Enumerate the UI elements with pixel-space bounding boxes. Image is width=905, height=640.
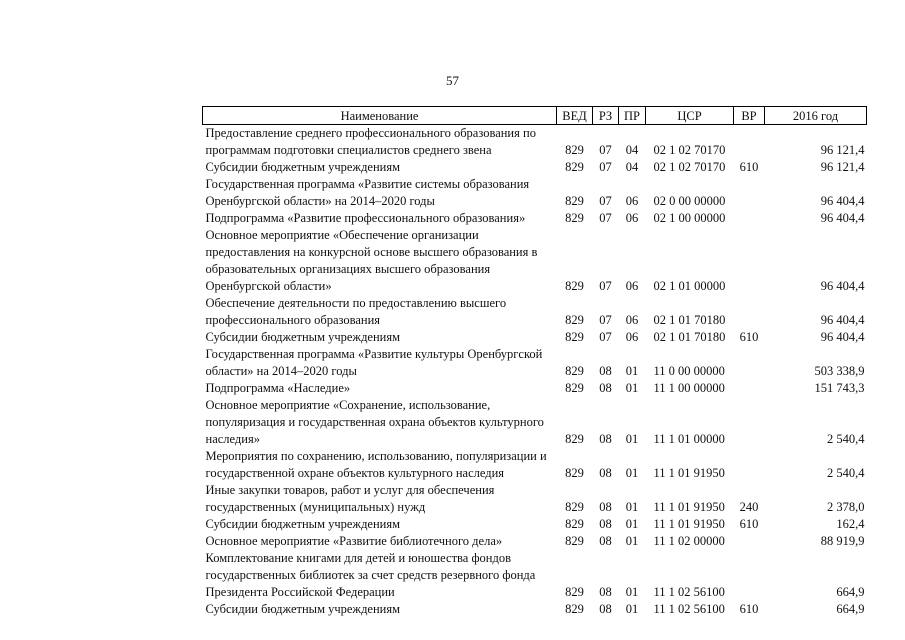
row-amount: 664,9 [836, 602, 865, 616]
row-csr: 02 1 01 70180 [653, 313, 726, 327]
row-amount: 96 404,4 [820, 194, 865, 208]
row-csr: 02 1 02 70170 [653, 143, 726, 157]
row-pr: 01 [625, 466, 639, 480]
table-row [203, 397, 867, 448]
row-csr: 11 1 00 00000 [653, 381, 725, 395]
row-name: Субсидии бюджетным учреждениям [205, 517, 401, 531]
row-rz: 08 [599, 432, 612, 446]
table-row [203, 176, 867, 210]
table-row [203, 346, 867, 380]
table-row [203, 448, 867, 482]
row-amount: 2 540,4 [827, 466, 865, 480]
row-csr: 02 1 02 70170 [653, 160, 726, 174]
row-ved: 829 [565, 194, 584, 208]
row-csr: 11 1 01 91950 [653, 466, 725, 480]
row-csr: 02 1 00 00000 [653, 211, 726, 225]
row-ved: 829 [565, 160, 584, 174]
header-year: 2016 год [765, 107, 867, 125]
row-name: Предоставление среднего профессионального образования по программам подготовки специалистов среднего звена [205, 126, 536, 157]
row-amount: 2 378,0 [827, 500, 865, 514]
header-name: Наименование [203, 107, 557, 125]
row-ved: 829 [565, 211, 584, 225]
row-vr [734, 227, 765, 295]
row-rz: 08 [599, 585, 612, 599]
row-vr [734, 448, 765, 482]
row-amount: 96 121,4 [820, 160, 865, 174]
row-ved: 829 [565, 585, 584, 599]
row-pr: 06 [625, 330, 639, 344]
row-name: Обеспечение деятельности по предоставлению высшего профессионального образования [205, 296, 507, 327]
row-name: Субсидии бюджетным учреждениям [205, 602, 401, 616]
row-ved: 829 [565, 534, 584, 548]
row-vr [734, 533, 765, 550]
row-rz: 08 [599, 381, 612, 395]
table-row [203, 601, 867, 618]
row-csr: 11 1 01 00000 [653, 432, 725, 446]
table-row [203, 516, 867, 533]
row-ved: 829 [565, 517, 584, 531]
row-amount: 88 919,9 [820, 534, 865, 548]
row-rz: 07 [599, 143, 612, 157]
row-csr: 11 1 02 56100 [653, 585, 725, 599]
row-vr: 610 [739, 602, 759, 616]
row-csr: 02 1 01 70180 [653, 330, 726, 344]
row-pr: 04 [625, 160, 639, 174]
row-vr [734, 550, 765, 601]
table-row [203, 329, 867, 346]
row-amount: 2 540,4 [827, 432, 865, 446]
row-pr: 06 [625, 194, 639, 208]
row-rz: 07 [599, 194, 612, 208]
header-ved: ВЕД [557, 107, 593, 125]
header-vr: ВР [734, 107, 765, 125]
row-ved: 829 [565, 381, 584, 395]
row-vr [734, 210, 765, 227]
row-name: Иные закупки товаров, работ и услуг для обеспечения государственных (муниципальных) нужд [205, 483, 495, 514]
table-row [203, 295, 867, 329]
row-pr: 01 [625, 432, 639, 446]
row-vr [734, 176, 765, 210]
row-name: Субсидии бюджетным учреждениям [205, 330, 401, 344]
row-vr [734, 397, 765, 448]
row-vr [734, 380, 765, 397]
table-row [203, 380, 867, 397]
row-pr: 01 [625, 381, 639, 395]
table-row [203, 210, 867, 227]
row-name: Государственная программа «Развитие системы образования Оренбургской области» на 2014–2020 годы [205, 177, 530, 208]
row-pr: 01 [625, 500, 639, 514]
row-ved: 829 [565, 364, 584, 378]
row-pr: 06 [625, 211, 639, 225]
row-name: Мероприятия по сохранению, использованию, популяризации и государственной охране объектов культурного наследия [205, 449, 547, 480]
row-name: Основное мероприятие «Сохранение, использование, популяризация и государственная охрана объектов культурного наследия» [205, 398, 544, 446]
row-amount: 151 743,3 [814, 381, 865, 395]
row-pr: 01 [625, 602, 639, 616]
row-ved: 829 [565, 466, 584, 480]
row-ved: 829 [565, 330, 584, 344]
row-name: Комплектование книгами для детей и юношества фондов государственных библиотек за счет средств резервного фонда Президента Российской Федерации [205, 551, 536, 599]
budget-table [202, 106, 867, 618]
table-header-row [203, 107, 867, 125]
row-amount: 96 404,4 [820, 313, 865, 327]
row-csr: 11 1 01 91950 [653, 500, 725, 514]
header-csr: ЦСР [646, 107, 734, 125]
row-csr: 11 1 02 00000 [653, 534, 725, 548]
row-amount: 96 404,4 [820, 330, 865, 344]
row-ved: 829 [565, 279, 584, 293]
row-rz: 07 [599, 211, 612, 225]
row-name: Субсидии бюджетным учреждениям [205, 160, 401, 174]
row-vr [734, 295, 765, 329]
row-rz: 08 [599, 500, 612, 514]
row-vr: 610 [739, 330, 759, 344]
row-ved: 829 [565, 313, 584, 327]
header-rz: РЗ [593, 107, 619, 125]
row-vr: 610 [739, 160, 759, 174]
row-name: Основное мероприятие «Развитие библиотечного дела» [205, 534, 503, 548]
row-ved: 829 [565, 432, 584, 446]
table-body [203, 125, 867, 619]
row-vr [734, 125, 765, 160]
row-rz: 07 [599, 313, 612, 327]
row-ved: 829 [565, 143, 584, 157]
row-rz: 08 [599, 517, 612, 531]
row-ved: 829 [565, 602, 584, 616]
row-ved: 829 [565, 500, 584, 514]
row-name: Государственная программа «Развитие культуры Оренбургской области» на 2014–2020 годы [205, 347, 543, 378]
row-pr: 01 [625, 585, 639, 599]
row-csr: 11 1 01 91950 [653, 517, 725, 531]
table-row [203, 482, 867, 516]
row-pr: 01 [625, 517, 639, 531]
row-amount: 96 404,4 [820, 279, 865, 293]
row-pr: 01 [625, 364, 639, 378]
row-name: Основное мероприятие «Обеспечение организации предоставления на конкурсной основе высшего образования в образовательных организациях высшего образования Оренбургской области» [205, 228, 538, 293]
page-number: 57 [446, 73, 459, 88]
table-row [203, 550, 867, 601]
row-pr: 06 [625, 279, 639, 293]
row-vr: 610 [739, 517, 759, 531]
table-row [203, 159, 867, 176]
row-amount: 664,9 [836, 585, 865, 599]
row-amount: 96 121,4 [820, 143, 865, 157]
row-pr: 01 [625, 534, 639, 548]
row-csr: 02 0 00 00000 [653, 194, 726, 208]
row-rz: 08 [599, 602, 612, 616]
row-rz: 08 [599, 364, 612, 378]
row-rz: 08 [599, 534, 612, 548]
row-rz: 07 [599, 330, 612, 344]
table-row [203, 533, 867, 550]
row-rz: 07 [599, 279, 612, 293]
table-row [203, 125, 867, 160]
row-name: Подпрограмма «Наследие» [205, 381, 351, 395]
row-amount: 162,4 [836, 517, 865, 531]
row-rz: 07 [599, 160, 612, 174]
row-csr: 11 0 00 00000 [653, 364, 725, 378]
header-pr: ПР [619, 107, 646, 125]
row-vr: 240 [739, 500, 759, 514]
row-pr: 04 [625, 143, 639, 157]
row-vr [734, 346, 765, 380]
row-csr: 02 1 01 00000 [653, 279, 726, 293]
table-row [203, 227, 867, 295]
row-amount: 96 404,4 [820, 211, 865, 225]
row-pr: 06 [625, 313, 639, 327]
row-csr: 11 1 02 56100 [653, 602, 725, 616]
row-name: Подпрограмма «Развитие профессионального образования» [205, 211, 526, 225]
row-amount: 503 338,9 [814, 364, 865, 378]
row-rz: 08 [599, 466, 612, 480]
